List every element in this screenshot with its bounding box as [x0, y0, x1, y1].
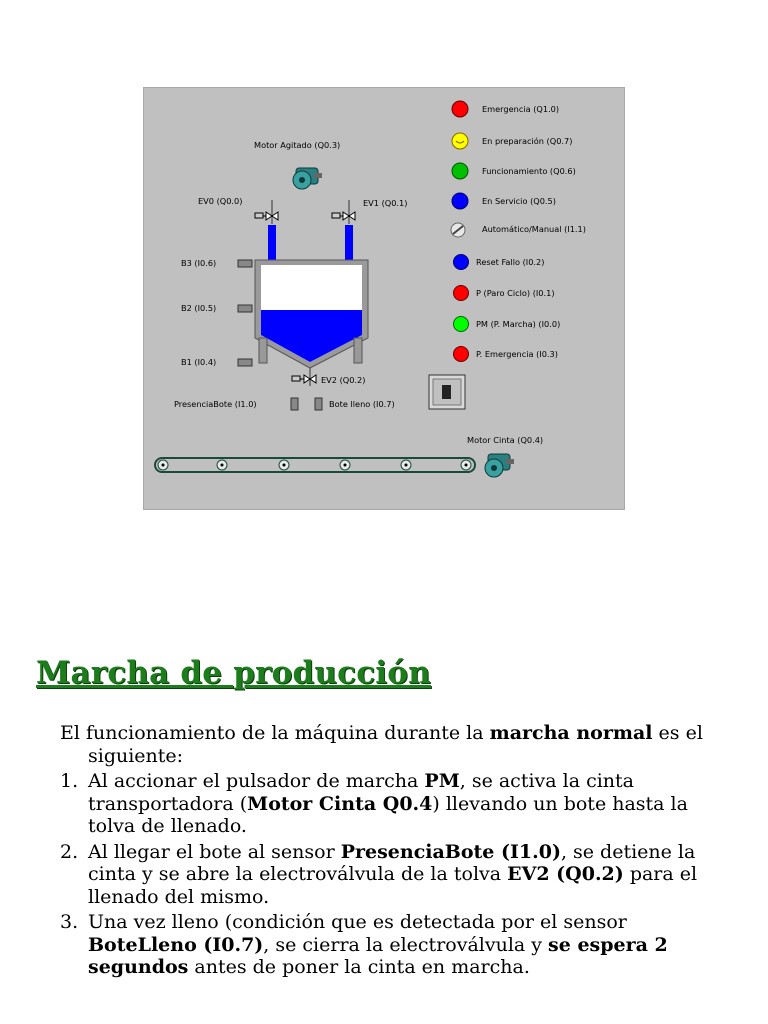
button-label: P. Emergencia (I0.3) [476, 349, 558, 359]
steps-list [60, 770, 730, 979]
step-text: antes de poner la cinta en marcha. [188, 956, 530, 978]
step-bold: BoteLleno (I0.7) [88, 933, 264, 956]
list-item [60, 770, 730, 838]
selector-label: Automático/Manual (I1.1) [482, 224, 586, 234]
tank-fill-level [261, 310, 362, 362]
list-item [60, 841, 730, 909]
ev1-label: EV1 (Q0.1) [363, 198, 408, 208]
bote-lleno-label: Bote lleno (I0.7) [329, 399, 395, 409]
status-light-label: En preparación (Q0.7) [482, 136, 573, 146]
marcha-button[interactable] [454, 317, 561, 332]
presencia-bote-sensor-icon [291, 398, 298, 410]
status-light-label: En Servicio (Q0.5) [482, 196, 556, 206]
intro-bold: marcha normal [489, 722, 653, 744]
bote-lleno-sensor-icon [315, 398, 322, 410]
step-bold: EV2 (Q0.2) [507, 863, 624, 885]
inlet-pipe-ev1 [345, 225, 353, 260]
step-number: 1. [60, 770, 79, 792]
intro-paragraph [60, 722, 730, 767]
ev2-label: EV2 (Q0.2) [321, 375, 366, 385]
motor-cinta-icon [485, 454, 514, 477]
step-text: , se cierra la electroválvula y [263, 933, 549, 956]
process-diagram [144, 88, 624, 509]
presencia-bote-label: PresenciaBote (I1.0) [174, 399, 257, 409]
step-text: Al llegar el bote al sensor [88, 840, 341, 863]
step-bold: Motor Cinta Q0.4 [247, 792, 433, 815]
b1-label: B1 (I0.4) [181, 357, 217, 367]
step-number: 3. [60, 911, 79, 933]
inlet-pipe-ev0 [268, 225, 276, 260]
button-label: P (Paro Ciclo) (I0.1) [476, 288, 555, 298]
status-light-funcionamiento [452, 163, 576, 179]
motor-agitado-label: Motor Agitado (Q0.3) [254, 140, 341, 150]
step-text: ) llevando un bote hasta la tolva de llenado. [88, 792, 688, 837]
step-text: , se detiene la cinta y se abre la electroválvula de la tolva [88, 840, 696, 885]
step-text: Una vez lleno (condición que es detectada por el sensor [88, 911, 627, 933]
manual-control-button[interactable] [429, 375, 465, 409]
reset-fallo-button[interactable] [454, 255, 545, 270]
hmi-panel [143, 87, 625, 510]
b3-label: B3 (I0.6) [181, 258, 217, 268]
ev1-valve-icon [332, 200, 355, 224]
motor-agitado-icon [293, 168, 322, 189]
status-light-en-preparacion [452, 133, 572, 149]
step-bold: PM [424, 770, 460, 792]
emergencia-button[interactable] [454, 347, 558, 362]
status-light-en-servicio [452, 193, 556, 209]
ev2-valve-icon [292, 368, 316, 386]
selector-automatico-manual[interactable] [451, 223, 586, 237]
b3-sensor-icon [238, 260, 252, 267]
list-item [60, 911, 730, 979]
step-bold: se espera 2 segundos [88, 933, 668, 978]
motor-cinta-label: Motor Cinta (Q0.4) [467, 435, 544, 445]
conveyor-belt [155, 458, 475, 472]
button-label: Reset Fallo (I0.2) [476, 257, 545, 267]
hopper-tank [255, 260, 368, 368]
button-label: PM (P. Marcha) (I0.0) [476, 319, 561, 329]
step-number: 2. [60, 840, 79, 863]
step-text: para el llenado del mismo. [88, 863, 698, 908]
step-bold: PresenciaBote (I1.0) [340, 840, 561, 863]
paro-ciclo-button[interactable] [454, 286, 555, 301]
status-light-label: Funcionamiento (Q0.6) [482, 166, 576, 176]
intro-text: El funcionamiento de la máquina durante la [60, 722, 490, 744]
ev0-valve-icon [255, 200, 278, 224]
status-light-emergencia [452, 101, 559, 117]
step-text: , se activa la cinta transportadora ( [88, 770, 634, 815]
intro-text-end: es el siguiente: [88, 722, 703, 767]
section-title: Marcha de producción [36, 655, 431, 691]
b1-sensor-icon [238, 359, 252, 366]
status-light-label: Emergencia (Q1.0) [482, 104, 560, 114]
step-text: Al accionar el pulsador de marcha [88, 770, 425, 792]
section-body [60, 722, 730, 982]
b2-label: B2 (I0.5) [181, 303, 217, 313]
b2-sensor-icon [238, 305, 252, 312]
ev0-label: EV0 (Q0.0) [198, 196, 243, 206]
